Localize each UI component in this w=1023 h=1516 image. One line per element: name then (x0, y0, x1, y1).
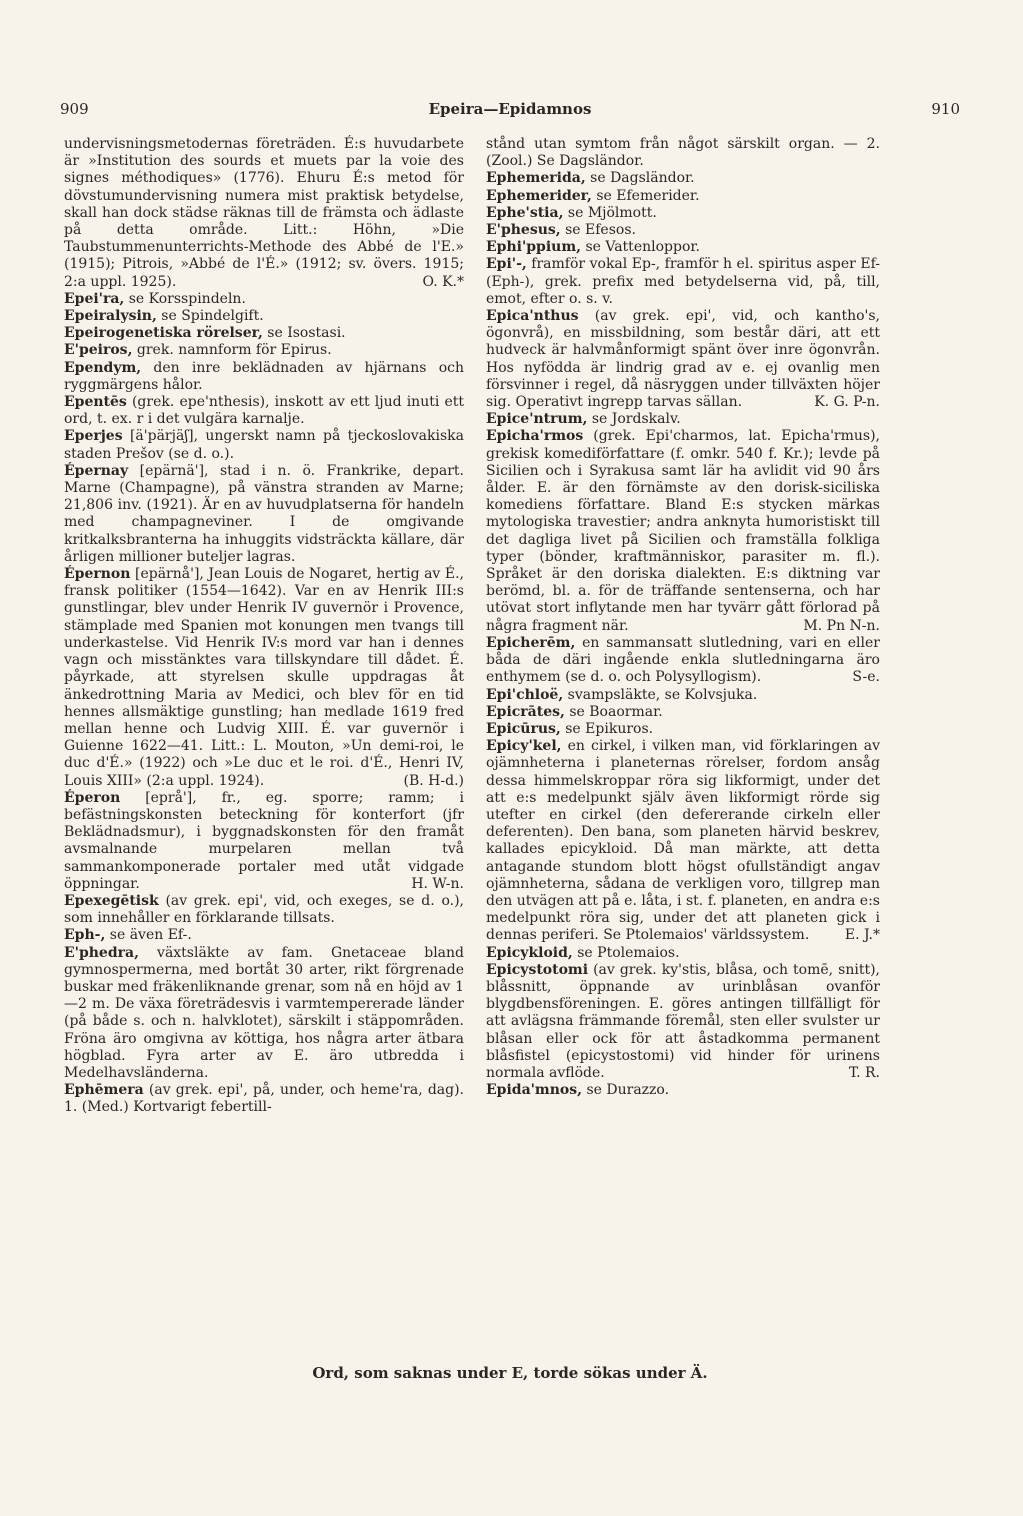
headword: Epi'chloë, (486, 686, 564, 703)
entry: Epicystotomi (av grek. ky'stis, blåsa, och tomē, snitt), blåssnitt, öppnande av urinblåsan ovanför blygdbensföreningen. E. göres antingen tillfälligt för att avlägsna främmande föremål, sten eller svulster ur blåsan eller ock för att åstadkomma permanent blåsfistel (epicystostomi) vid hinder för urinens normala avflöde. T. R. (486, 961, 880, 1081)
entry: Epi'-, framför vokal Ep-, framför h el. spiritus asper Ef- (Eph-), grek. prefix med betydelserna vid, på, till, emot, efter o. s. v. (486, 256, 880, 307)
entry: E'peiros, grek. namnform för Epirus. (64, 342, 332, 359)
headword: Epei'ra, (64, 290, 125, 307)
headword: Epicherēm, (486, 634, 576, 651)
running-head: Epeira—Epidamnos (428, 100, 592, 118)
headword: E'phesus, (486, 222, 561, 239)
headword: Epicha'rmos (486, 428, 584, 445)
headword: Epentēs (64, 394, 127, 411)
page-number-right: 910 (931, 100, 960, 118)
entry: Ependym, den inre beklädnaden av hjärnans och ryggmärgens hålor. (64, 359, 464, 393)
headword: Epida'mnos, (486, 1082, 583, 1099)
headword: E'phedra, (64, 944, 139, 961)
headword: Eperjes (64, 428, 123, 445)
headword: Epice'ntrum, (486, 411, 588, 428)
entry: Epei'ra, se Korsspindeln. (64, 290, 246, 307)
entry: undervisningsmetodernas företräden. É:s huvudarbete är »Institution des sourds et muets par la voie des signes méthodiques» (1776). Ehuru É:s metod för dövstumundervisning numera mist praktisk betydelse, skall han dock städse räknas till de främsta och ädlaste på detta område. Litt.: Höhn, »Die Taubstummenunterrichts-Methode des Abbé de l'E.» (1915); Pitrois, »Abbé de l'É.» (1912; sv. övers. 1915; 2:a uppl. 1925). O. K.* (64, 136, 464, 290)
entry: Epicy'kel, en cirkel, i vilken man, vid förklaringen av ojämnheterna i planeternas rörelser, fordom ansåg dessa himmelskroppar röra sig likformigt, under det att e:s medelpunkt själv även likformigt rörde sig utefter en cirkel (den defererande cirkeln eller deferenten). Den bana, som planeten härvid beskrev, kallades epicykloid. Då man märkte, att detta antagande stundom blott högst ofullständigt angav ojämnheterna, sådana de verkligen voro, tillgrep man den utvägen att på e. låta, i st. f. planeten, en andra e:s medelpunkt röra sig, under det att planeten gick i dennas periferi. Se Ptolemaios' världssystem. E. J.* (486, 738, 880, 944)
entry: stånd utan symtom från något särskilt organ. — 2. (Zool.) Se Dagsländor. (486, 136, 880, 170)
page-number-left: 909 (60, 100, 89, 118)
headword: Epeirogenetiska rörelser, (64, 325, 263, 342)
page-header (60, 100, 960, 124)
left-column (64, 136, 464, 1117)
entry: Ephe'stia, se Mjölmott. (486, 204, 657, 221)
headword: Epica'nthus (486, 308, 579, 325)
headword: Ephi'ppium, (486, 239, 582, 256)
headword: Epicystotomi (486, 961, 589, 978)
headword: Ephemerider, (486, 187, 592, 204)
entry: Éperon [eprå'], fr., eg. sporre; ramm; i befästningskonsten beteckning för konterfort (jfr Beklädnadsmur), i byggnadskonsten för den framåt avsmalnande murpelaren mellan två sammankomponerade portaler med utåt vidgade öppningar. H. W-n. (64, 789, 464, 892)
entry: Epexegētisk (av grek. epi', vid, och exeges, se d. o.), som innehåller en förklarande tillsats. (64, 892, 465, 927)
entry: Épernon [epärnå'], Jean Louis de Nogaret, hertig av É., fransk politiker (1554—1642). Var en av Henrik III:s gunstlingar, blev under Henrik IV guvernör i Provence, stämplade med Spanien mot konungen men tvangs till underkastelse. Vid Henrik IV:s mord var han i dennes vagn och misstänktes vara tillskyndare till dådet. É. påyrkade, att styrelsen skulle uppdragas åt änkedrottning Maria av Medici, och blev för en tid hennes allsmäktige gunstling; han medlade 1619 fred mellan henne och Ludvig XIII. É. var guvernör i Guienne 1622—41. Litt.: L. Mouton, »Un demi-roi, le duc d'É.» (1922) och »Le duc et le roi. d'É., Henri IV, Louis XIII» (2:a uppl. 1924). (B. H-d.) (64, 566, 464, 789)
headword: Epi'-, (486, 256, 527, 273)
entry: Eph-, se även Ef-. (64, 927, 192, 944)
signature: M. Pn N-n. (803, 617, 880, 634)
entry: Ephēmera (av grek. epi', på, under, och heme'ra, dag). 1. (Med.) Kortvarigt febertill- (64, 1082, 464, 1116)
signature: (B. H-d.) (403, 772, 464, 789)
entry: Epice'ntrum, se Jordskalv. (486, 411, 681, 428)
right-column (486, 136, 880, 1099)
headword: Eph-, (64, 927, 106, 944)
entry: Epicykloid, se Ptolemaios. (486, 944, 680, 961)
signature: K. G. P-n. (814, 394, 880, 411)
signature: E. J.* (844, 927, 880, 944)
page-footer-note: Ord, som saknas under E, torde sökas under Ä. (312, 1364, 708, 1382)
signature: H. W-n. (411, 875, 464, 892)
headword: Ephēmera (64, 1082, 144, 1099)
entry: Eperjes [ä'pärjäʃ], ungerskt namn på tjeckoslovakiska staden Prešov (se d. o.). (64, 428, 464, 462)
headword: Épernay (64, 462, 129, 479)
headword: Epicy'kel, (486, 738, 562, 755)
entry: Epicherēm, en sammansatt slutledning, vari en eller båda de däri ingående enkla slutledningarna äro enthymem (se d. o. och Polysyllogism). S-e. (486, 634, 880, 686)
headword: Epeiralysin, (64, 308, 157, 325)
entry: Epica'nthus (av grek. epi', vid, och kantho's, ögonvrå), en missbildning, som består däri, att ett hudveck är halvmånformigt spänt över inre ögonvrån. Hos nyfödda är lindrig grad av e. ej ovanlig men försvinner i regel, då näsryggen under tillväxten höjer sig. Operativt ingrepp tarvas sällan. K. G. P-n. (486, 308, 880, 411)
entry: Epicrātes, se Boaormar. (486, 703, 663, 720)
headword: Éperon (64, 789, 121, 806)
entry: Epicūrus, se Epikuros. (486, 720, 654, 737)
signature: O. K.* (422, 273, 464, 290)
entry: E'phedra, växtsläkte av fam. Gnetaceae bland gymnospermerna, med bortåt 30 arter, rikt förgrenade buskar med fräkenliknande grenar, som nå en höjd av 1—2 m. De växa företrädesvis i varmtempererade länder (på både s. och n. halvklotet), särskilt i stäppområden. Fröna äro omgivna av köttiga, hos några arter ätbara högblad. Fyra arter av E. äro utbredda i Medelhavsländerna. (64, 944, 464, 1081)
headword: Epicrātes, (486, 703, 565, 720)
headword: Ependym, (64, 359, 142, 376)
headword: E'peiros, (64, 342, 133, 359)
headword: Epicūrus, (486, 720, 561, 737)
entry: Epida'mnos, se Durazzo. (486, 1082, 670, 1099)
entry: Epicha'rmos (grek. Epi'charmos, lat. Epicha'rmus), grekisk komediförfattare (f. omkr. 540 f. Kr.); levde på Sicilien och i Syrakusa samt lär ha avlidit vid 90 års ålder. E. är den förnämste av den dorisk-siciliska komediens författare. Bland E:s stycken märkas mytologiska travestier; andra anknyta humoristiskt till det dagliga livet på Sicilien och framställa folkliga typer (bönder, kraftmänniskor, parasiter m. fl.). Språket är den doriska dialekten. E:s diktning var berömd, bl. a. för de träffande sentenserna, och har utövat stort inflytande men har tyvärr gått förlorad på några fragment när. M. Pn N-n. (486, 428, 881, 634)
headword: Épernon (64, 566, 131, 583)
entry: E'phesus, se Efesos. (486, 222, 636, 239)
entry: Ephemerider, se Efemerider. (486, 187, 700, 204)
headword: Ephe'stia, (486, 204, 564, 221)
entry: Epentēs (grek. epe'nthesis), inskott av ett ljud inuti ett ord, t. ex. r i det vulgära karnalje. (64, 394, 465, 428)
entry: Epeirogenetiska rörelser, se Isostasi. (64, 325, 346, 342)
headword: Epicykloid, (486, 944, 573, 961)
signature: S-e. (852, 669, 880, 686)
entry: Ephi'ppium, se Vattenloppor. (486, 239, 700, 256)
entry: Epi'chloë, svampsläkte, se Kolvsjuka. (486, 686, 758, 703)
entry: Epeiralysin, se Spindelgift. (64, 308, 264, 325)
entry: Épernay [epärnä'], stad i n. ö. Frankrike, depart. Marne (Champagne), på vänstra stranden av Marne; 21,806 inv. (1921). Är en av huvudplatserna för handeln med champagneviner. I de omgivande kritkalksbranterna ha inhuggits vidsträckta källare, där årligen millioner buteljer lagras. (64, 462, 464, 565)
entry: Ephemerida, se Dagsländor. (486, 170, 695, 187)
headword: Epexegētisk (64, 892, 159, 909)
headword: Ephemerida, (486, 170, 586, 187)
signature: T. R. (848, 1064, 880, 1081)
